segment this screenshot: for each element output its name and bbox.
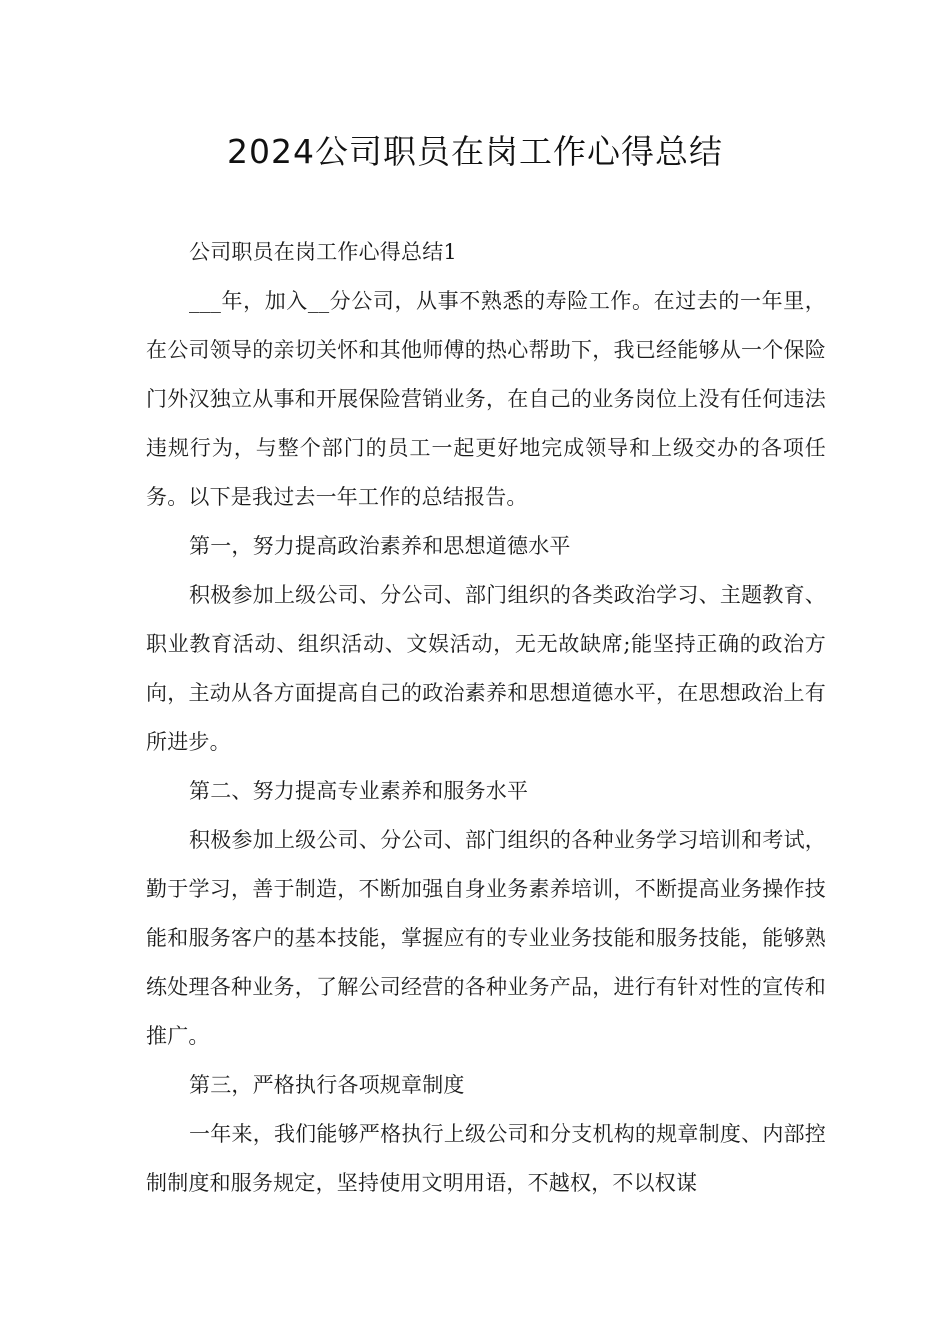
paragraph-intro: ___年，加入__分公司，从事不熟悉的寿险工作。在过去的一年里，在公司领导的亲切关怀和其他师傅的热心帮助下，我已经能够从一个保险门外汉独立从事和开展保险营销业务，在自己的业务岗位上没有任何违法违规行为，与整个部门的员工一起更好地完成领导和上级交办的各项任务。以下是我过去一年工作的总结报告。 bbox=[146, 289, 826, 509]
paragraph-professional: 积极参加上级公司、分公司、部门组织的各种业务学习培训和考试，勤于学习，善于制造，不断加强自身业务素养培训，不断提高业务操作技能和服务客户的基本技能，掌握应有的专业业务技能和服务技能，能够熟练处理各种业务，了解公司经营的各种业务产品，进行有针对性的宣传和推广。 bbox=[146, 828, 826, 1048]
document-title: 2024公司职员在岗工作心得总结 bbox=[227, 132, 723, 171]
section-heading-professional: 第二、努力提高专业素养和服务水平 bbox=[189, 779, 529, 803]
document-body bbox=[146, 228, 826, 1208]
section-heading-rules: 第三，严格执行各项规章制度 bbox=[189, 1073, 465, 1097]
paragraph-rules: 一年来，我们能够严格执行上级公司和分支机构的规章制度、内部控制制度和服务规定，坚持使用文明用语，不越权，不以权谋 bbox=[146, 1122, 826, 1195]
section-heading-1: 公司职员在岗工作心得总结1 bbox=[189, 240, 457, 264]
section-heading-political: 第一，努力提高政治素养和思想道德水平 bbox=[189, 534, 571, 558]
paragraph-political: 积极参加上级公司、分公司、部门组织的各类政治学习、主题教育、职业教育活动、组织活动、文娱活动，无无故缺席;能坚持正确的政治方向，主动从各方面提高自己的政治素养和思想道德水平，在思想政治上有所进步。 bbox=[146, 583, 826, 754]
